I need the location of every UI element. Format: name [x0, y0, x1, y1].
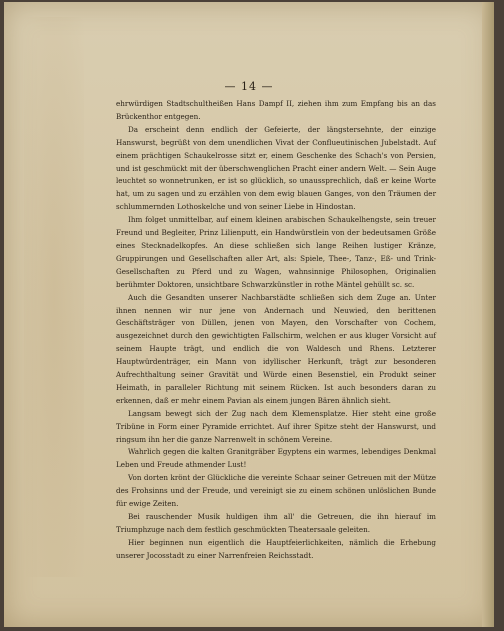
paragraph: Auch die Gesandten unserer Nachbarstädte schließen sich dem Zuge an. Unter ihnen nennen wir nur jene von Andernach und Neuwied, den berittenen Geschäftsträger von Düllen, jenen von Mayen, den Vorschafter von Cochem, ausgezeichnet durch den gewichtigten Fallschirm, welchen er aus kluger Vorsicht auf seinem Haupte trägt, und endlich die von Waldesch und Rhens. Letzterer Hauptwürdenträger, ein Mann von idyllischer Herkunft, trägt zur besonderen Aufrechthaltung seiner Gravität und Würde einen Besenstiel, ein Produkt seiner Heimath, in paralleler Richtung mit seinem Rücken. Ist auch besonders daran zu erkennen, daß er mehr einem Pavian als einem jungen Bären ähnlich sieht. — [116, 292, 436, 405]
paragraph: Bei rauschender Musik huldigen ihm all' die Getreuen, die ihn hierauf im Triumphzuge nach dem festlich geschmückten Theatersaale geleiten. — [116, 512, 436, 534]
body-text — [116, 98, 436, 563]
page-number: — 14 — — [224, 80, 274, 93]
paragraph: Wahrlich gegen die kalten Granitgräber Egyptens ein warmes, lebendiges Denkmal Leben und Freude athmender Lust! — [116, 447, 436, 470]
paragraph: Hier beginnen nun eigentlich die Hauptfeierlichkeiten, nämlich die Erhebung unserer Jocosstadt zu einer Narrenfreien Reichsstadt. — [116, 537, 436, 560]
paragraph: Von dorten krönt der Glückliche die vereinte Schaar seiner Getreuen mit der Mütze des Frohsinns und der Freude, und vereinigt sie zu einem schönen unlöslichen Bunde für ewige Zeiten. — [116, 473, 436, 509]
paragraph: ehrwürdigen Stadtschultheißen Hans Dampf II, ziehen ihm zum Empfang bis an das Brückenthor entgegen. — [116, 99, 436, 121]
paper-stain — [24, 17, 84, 577]
paragraph: Langsam bewegt sich der Zug nach dem Klemensplatze. Hier steht eine große Tribüne in Form einer Pyramide errichtet. Auf ihrer Spitze steht der Hanswurst, und ringsum ihn her die ganze Narrenwelt in schönem Vereine. — [116, 408, 436, 444]
page-edge — [482, 2, 494, 627]
book-page — [4, 2, 494, 627]
paragraph: Ihm folget unmittelbar, auf einem kleinen arabischen Schaukelhengste, sein treuer Freund und Begleiter, Prinz Lilienputt, ein Handwürstlein von der bedeutsamen Größe eines Stecknadelkopfes. An diese schließen sich lange Reihen lustiger Kränze, Gruppirungen und Gesellschaften aller Art, als: Spiele, Thee-, Tanz-, Eß- und Trink-Gesellschaften zu Pferd und zu Wagen, wahnsinnige Philosophen, Originalien berühmter Doktoren, unsichtbare Schwarzkünstler in rothe Mäntel gehüllt sc. sc. — [116, 215, 436, 289]
paragraph: Da erscheint denn endlich der Gefeierte, der längstersehnte, der einzige Hanswurst, begrüßt von dem unendlichen Vivat der Conflueutinischen Jubelstadt. Auf einem prächtigen Schaukelrosse sitzt er, einem Geschenke des Schach's von Persien, und ist geschmückt mit der überschwenglichen Pracht einer andern Welt. — Sein Auge leuchtet so wonnetrunken, er ist so glücklich, so unaussprechlich, daß er keine Worte hat, um zu sagen und zu erzählen von dem ewig blauen Ganges, von den Träumen der schlummernden Lothoskelche und von seiner Liebe in Hindostan. — [116, 124, 436, 212]
